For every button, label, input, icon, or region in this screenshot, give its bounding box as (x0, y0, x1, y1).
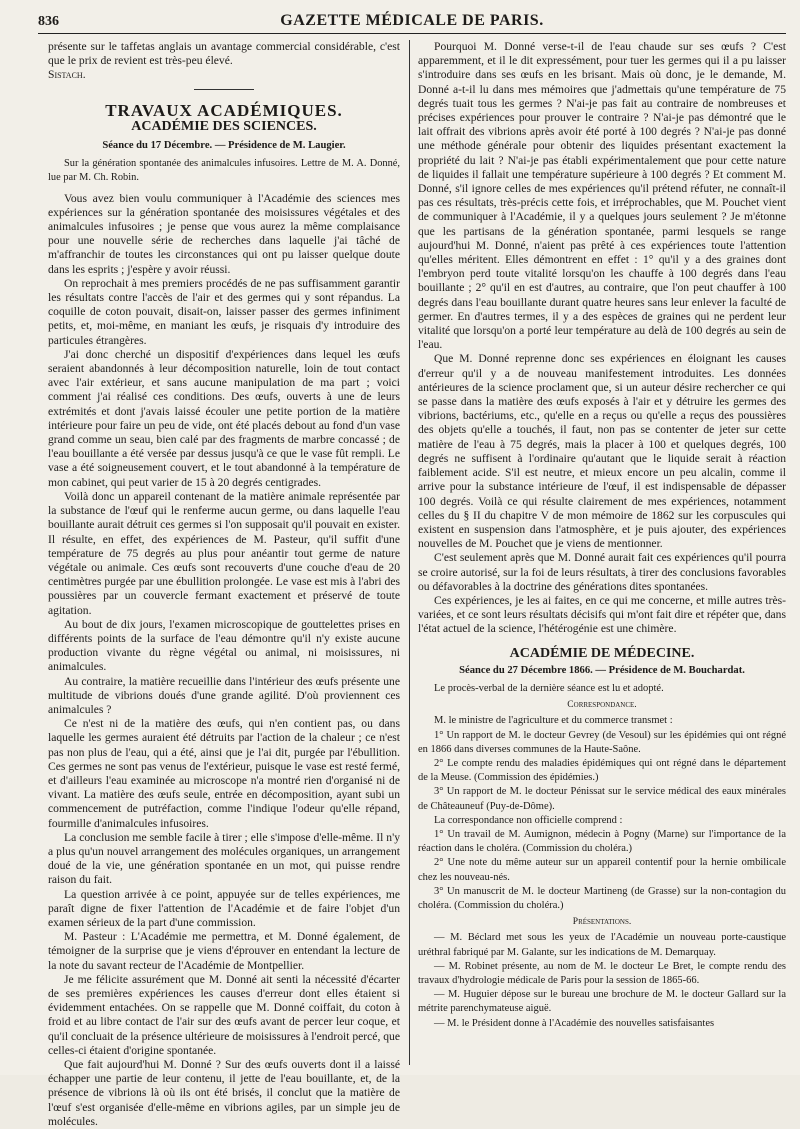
left-column (48, 40, 400, 1128)
page-number: 836 (38, 14, 59, 29)
paragraph: Voilà donc un appareil contenant de la matière animale représentée par la substance de l'œuf qui le renferme aucun germe, ou dans laquelle l'eau bouillante aurait détruit ces germes si l'on supposait qu'il pouvait en exister. Il résulte, en effet, des expériences de M. Pasteur, qu'il suffit d'une température de 75 degrés au plus pour anéantir tout germe de nature végétale ou animale. Ces œufs sont recouverts d'une couche d'eau de 20 centimètres purgée par une ébullition prolongée. Le vase est mis à l'abri des poussières par un couvercle fermant exactement et préservé de toute agitation. (48, 489, 400, 617)
section-title: TRAVAUX ACADÉMIQUES. (105, 100, 343, 120)
header-rule (38, 33, 786, 34)
column-separator (409, 40, 410, 1065)
paragraph: On reprochait à mes premiers procédés de ne pas suffisamment garantir les résultats contre l'accès de l'air et des germes qui y sont répandus. La coquille de coton pouvait, disait-on, laisser passer des germes infiniment petits, et, moi-même, en maniant les œufs, je risquais d'y introduire des particules étrangères. (48, 276, 400, 347)
presentations-heading: Présentations. (572, 917, 632, 928)
journal-title: GAZETTE MÉDICALE DE PARIS. (280, 12, 544, 29)
correspondence-heading: Correspondance. (567, 700, 637, 711)
paragraph: Je me félicite assurément que M. Donné ait senti la nécessité d'écarter de ses premières expériences les causes d'erreur dont elles étaient si évidemment entachées. On se rappelle que M. Donné coiffait, du coton à froid et au libre contact de l'air sur des œufs avant de percer leur coque, et qu'il concluait de la présence ultérieure de moisissures à l'endroit percé, que celles-ci étaient d'origine spontanée. (48, 972, 400, 1057)
continued-paragraph: présente sur le taffetas anglais un avantage commercial considérable, c'est que le prix de revient est très-peu élevé. (48, 40, 400, 68)
official-item: 3° Un rapport de M. le docteur Pénissat sur le service médical des eaux minérales de Châteauneuf (Puy-de-Dôme). (418, 786, 786, 812)
paragraph: Vous avez bien voulu communiquer à l'Académie des sciences mes expériences sur la génération spontanée des moisissures végétales et des animalcules infusoires ; je pense que vous aurez la même complaisance pour une nouvelle série de recherches dans laquelle j'ai tâché de m'affranchir de toutes les circonstances qui ont pu laisser quelque doute dans les esprits ; j'espère y avoir réussi. (48, 191, 400, 276)
session-line: Séance du 17 Décembre. — Présidence de M. Laugier. (102, 140, 346, 152)
presentation-item: — M. Huguier dépose sur le bureau une brochure de M. le docteur Gallard sur la métrite parenchymateuse aiguë. (418, 989, 786, 1015)
nonofficial-item: 1° Un travail de M. Aumignon, médecin à Pogny (Marne) sur l'importance de la réaction dans le choléra. (Commission du choléra.) (418, 828, 786, 855)
paragraph: M. Pasteur : L'Académie me permettra, et M. Donné également, de témoigner de la surprise que je viens d'éprouver en entendant la lecture de la note du savant recteur de l'Académie de Montpellier. (48, 930, 400, 972)
academy-heading: ACADÉMIE DES SCIENCES. (131, 118, 317, 134)
page-header (38, 12, 786, 32)
paragraph: Ces expériences, je les ai faites, en ce qui me concerne, et mille autres très-variées, et ce sont leurs résultats décisifs qui m'ont fait dire et répéter que, dans l'état actuel de la science, l'hétérogénie est une chimère. (418, 593, 786, 636)
official-item: 1° Un rapport de M. le docteur Gevrey (de Vesoul) sur les épidémies qui ont régné en 1866 dans diverses communes de la Haute-Saône. (418, 729, 786, 755)
presentation-item: — M. Robinet présente, au nom de M. le docteur Le Bret, le compte rendu des travaux d'hydrologie médicale de Paris pour la session de 1865-66. (418, 960, 786, 986)
paragraph: Que M. Donné reprenne donc ses expériences en éloignant les causes d'erreur qu'il y a de nouveau manifestement introduites. Les données antérieures de la science proclament que, si un auteur désire rechercher ce qui se passe dans la matière des œufs exposés à l'air et y détruire les germes des vibrions, bactériums, etc., qu'elle en a reçus ou qu'elle a reçus des poussières des objets qu'elle a touchés, il faut, non pas se contenter de jeter sur cette matière de l'eau à 75 degrés, mais la placer à 100 et quelques degrés, 100 degrés ne suffisent à l'ordinaire qu'autant que le liquide serait à réaction faiblement acide. S'il est neutre, et mieux encore un peu alcalin, comme il arrive pour la substance intérieure de l'œuf, il est indispensable de dépasser 100 degrés. Voilà ce qui résulte clairement de mes expériences, notamment celles du § II du chapitre V de mon mémoire de 1862 sur les corpuscules qui existent en suspension dans l'atmosphère, et je puis ajouter, des expériences nouvelles de M. Pouchet que je viens de mentionner. (418, 352, 786, 551)
article-intro: Sur la génération spontanée des animalcules infusoires. Lettre de M. A. Donné, lue par M. Ch. Robin. (48, 158, 400, 184)
right-column (418, 40, 786, 1070)
nonofficial-item: 2° Une note du même auteur sur un appareil contentif pour la hernie ombilicale chez les nouveau-nés. (418, 857, 786, 883)
session-line: Séance du 27 Décembre 1866. — Présidence de M. Bouchardat. (459, 664, 745, 676)
paragraph: La conclusion me semble facile à tirer ; elle s'impose d'elle-même. Il n'y a plus qu'un nouvel arrangement des molécules organiques, un arrangement doué de la vie, une génération spontanée en un mot, qui puisse rendre raison du fait. (48, 830, 400, 887)
academy-heading: ACADÉMIE DE MÉDECINE. (509, 645, 695, 661)
author-signature: Sistach. (48, 68, 86, 82)
paragraph: Au contraire, la matière recueillie dans l'intérieur des œufs présente une multitude de vibrions doués d'une grande agilité. D'où proviennent ces animalcules ? (48, 674, 400, 716)
minutes-line: Le procès-verbal de la dernière séance est lu et adopté. (434, 682, 664, 694)
paragraph: Au bout de dix jours, l'examen microscopique de gouttelettes prises en différents points de la surface de l'eau démontre qu'il n'y existe aucune production vivante du règne végétal ou animal, ni moisissures, ni animalcules. (48, 617, 400, 674)
paragraph: Que fait aujourd'hui M. Donné ? Sur des œufs ouverts dont il a laissé échapper une partie de leur contenu, il jette de l'eau bouillante, et, de la présence de vibrions là où ils ont été brisés, il conclut que la matière de l'œuf s'est organisée d'elle-même en vibrions agiles, par un simple jeu de molécules. (48, 1058, 400, 1128)
paragraph: C'est seulement après que M. Donné aurait fait ces expériences qu'il pourra se croire autorisé, sur la foi de leurs résultats, à tirer des conclusions favorables ou défavorables à la doctrine des générations dites spontanées. (418, 551, 786, 593)
official-item: M. le ministre de l'agriculture et du commerce transmet : (434, 715, 673, 727)
presentation-item: — M. le Président donne à l'Académie des nouvelles satisfaisantes (434, 1017, 715, 1029)
nonofficial-intro: La correspondance non officielle comprend : (434, 814, 623, 826)
divider (194, 89, 254, 90)
paragraph: J'ai donc cherché un dispositif d'expériences dans lequel les œufs seraient abandonnés à leur décomposition naturelle, loin de tout contact avec l'air extérieur, et sans aucune manipulation de ma part ; voici comment j'ai réalisé ces conditions. Des œufs, ouverts à une de leurs extrémités et dont j'avais laissé écouler une petite portion de la matière intérieure pour faire un peu de vide, ont été placés debout au fond d'un vase grand comme un seau, bien calé par des fragments de marbre concassé ; de l'eau bouillante a été versée par dessus jusqu'à ce que le vase fût rempli. Le vase a été soigneusement couvert, et le tout abandonné à la température de mon cabinet, qui peut varier de 15 à 20 degrés centigrades. (48, 347, 400, 489)
paragraph: Ce n'est ni de la matière des œufs, qui n'en contient pas, ou dans laquelle les germes auraient été détruits par l'action de la chaleur ; ce n'est pas non plus de l'eau, qui a été, ainsi que je l'ai dit, purgée par l'ébullition. Ces germes ne sont pas venus de l'extérieur, puisque le vase est resté fermé, et d'ailleurs l'eau examinée au microscope n'a montré rien d'organisé ni de vivant. La matière des œufs seule, entrée en décomposition, ayant subi un commencement de putréfaction, comme l'indique l'odeur qu'elle répand, fourmille d'animalcules infusoires. (48, 717, 400, 830)
official-item: 2° Le compte rendu des maladies épidémiques qui ont régné dans le département de la Meuse. (Commission des épidémies.) (418, 757, 786, 784)
nonofficial-item: 3° Un manuscrit de M. le docteur Martineng (de Grasse) sur la non-contagion du choléra. (Commission du choléra.) (418, 885, 786, 911)
presentation-item: — M. Béclard met sous les yeux de l'Académie un nouveau porte-caustique uréthral fabriqué par M. Galante, sur les indications de M. Demarquay. (418, 932, 786, 958)
paragraph: La question arrivée à ce point, appuyée sur de telles expériences, me paraît digne de fixer l'attention de l'Académie et de faire l'objet d'un examen sérieux de la part d'une commission. (48, 887, 400, 929)
paragraph: Pourquoi M. Donné verse-t-il de l'eau chaude sur ses œufs ? C'est apparemment, et il le dit expressément, pour tuer les germes qui il a pu laisser s'introduire dans ses œufs en les brisant. Mais où donc, je le demande, M. Donné a-t-il lu dans mes mémoires que j'admettais qu'une température de 75 degrés tuait tous les germes ? N'ai-je pas fait au contraire de nombreuses et précises expériences pour prouver le contraire ? N'ai-je pas démontré que le lait offrait des vibrions après avoir été porté à 100 degrés ? N'ai-je pas donné une méthode générale pour obtenir des liquides présentant exactement la propriété du lait ? N'ai-je pas établi expérimentalement que pour cette nature de liquides il fallait une température supérieure à 100 degrés ? Et comment M. Donné, s'il ignore celles de mes expériences qu'il prétend réfuter, ne connaît-il pas ces résultats, très-précis cette fois, et irréprochables, que M. Pouchet vient de communiquer à l'Académie, il y a quelques jours seulement ? Je m'étonne que les partisans de la génération spontanée, parmi lesquels se range aujourd'hui M. Donné, n'aient pas prêté à ces expériences toute l'attention qu'elles méritent. Elles démontrent en effet : 1° qu'il y a des graines dont l'embryon perd toute vitalité lorsqu'on les chauffe à 100 degrés dans l'eau bouillante ; 2° qu'il en est d'autres, au contraire, que l'on peut chauffer à 100 degrés dans l'eau bouillante durant quatre heures sans leur enlever la faculté de germer. En d'autres termes, il y a des espèces de graines qui ne perdent leur vitalité que lorsqu'on a porté leur température au delà de 100 degrés au sein de l'eau. (418, 40, 786, 352)
